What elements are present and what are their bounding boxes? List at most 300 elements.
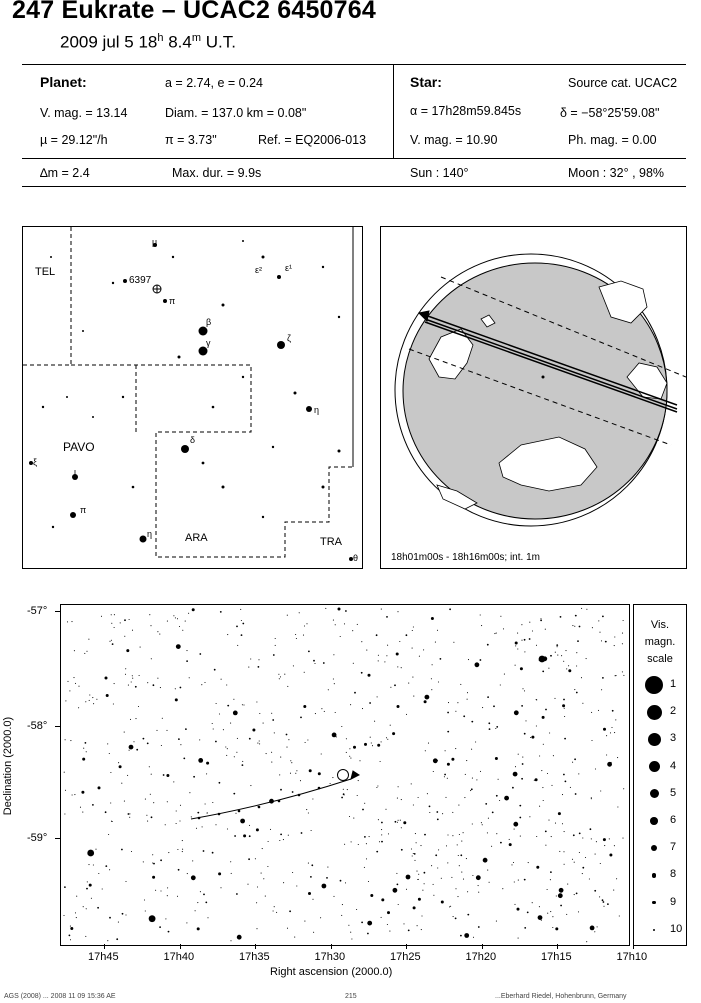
field-star [575, 615, 577, 617]
field-star [442, 813, 443, 814]
field-star [299, 612, 300, 613]
field-star [133, 741, 134, 742]
field-star [78, 707, 79, 708]
field-star [105, 811, 107, 813]
field-star [89, 700, 90, 701]
field-star [395, 821, 397, 823]
field-star [623, 788, 624, 789]
field-star [496, 726, 498, 728]
field-star [529, 622, 530, 623]
field-star [539, 806, 540, 807]
field-star [147, 821, 148, 822]
scale-value: 3 [670, 732, 677, 745]
field-star [487, 644, 489, 646]
field-star [129, 750, 130, 751]
field-star [350, 758, 351, 759]
field-star [177, 896, 178, 897]
mid-rule [22, 158, 686, 159]
field-star [542, 671, 544, 673]
field-star [287, 928, 288, 929]
field-star [447, 712, 449, 714]
field-star [623, 675, 624, 676]
page-title: 247 Eukrate – UCAC2 6450764 [12, 0, 376, 24]
field-star [261, 873, 262, 874]
field-star [295, 634, 296, 635]
field-star [340, 880, 342, 882]
field-star [167, 621, 168, 622]
field-star [622, 838, 623, 839]
field-star [531, 736, 534, 739]
field-star [306, 809, 307, 810]
field-star [397, 666, 398, 667]
planet-vmag: V. mag. = 13.14 [40, 106, 128, 120]
field-star [107, 743, 108, 744]
field-star [236, 626, 238, 628]
field-star [471, 749, 472, 750]
field-star [487, 832, 488, 833]
field-star [489, 728, 491, 730]
field-star [182, 849, 183, 850]
field-star [414, 860, 415, 861]
field-star [192, 860, 193, 861]
field-star [182, 840, 183, 841]
field-star [586, 609, 587, 610]
field-star [472, 778, 473, 779]
star-label: π [169, 296, 176, 306]
field-star [143, 738, 145, 740]
field-star [124, 636, 125, 637]
ra-tick-label: 17h15 [541, 951, 572, 963]
field-star [111, 640, 112, 641]
scale-dot [650, 789, 659, 798]
field-star [603, 728, 606, 731]
field-star [471, 721, 473, 723]
field-star [494, 633, 495, 634]
field-star [227, 748, 228, 749]
field-star [376, 634, 378, 636]
field-star [572, 859, 573, 860]
ra-tick-mark [255, 944, 256, 949]
field-star [308, 892, 311, 895]
field-star [562, 823, 563, 824]
field-star [576, 893, 578, 895]
star-label: δ [190, 435, 196, 445]
field-star [574, 894, 575, 895]
field-star [435, 854, 437, 856]
star-chart [60, 604, 630, 946]
field-star [559, 888, 564, 893]
field-star [480, 771, 481, 772]
field-star [92, 804, 94, 806]
field-star [149, 614, 150, 615]
field-star [412, 648, 413, 649]
finder-star [322, 266, 324, 268]
field-star [522, 763, 524, 765]
field-star [89, 884, 92, 887]
field-star [447, 862, 448, 863]
field-star [250, 785, 251, 786]
field-star [153, 802, 154, 803]
field-star [540, 620, 542, 622]
scale-dot [645, 676, 663, 694]
field-star [304, 672, 305, 673]
field-star [547, 889, 548, 890]
planet-motion: µ = 29.12"/h [40, 133, 108, 147]
field-star [180, 805, 181, 806]
field-star [132, 630, 133, 631]
field-star [545, 709, 547, 711]
finder-star [262, 516, 264, 518]
field-star [212, 723, 213, 724]
field-star [502, 888, 503, 889]
field-star [459, 865, 460, 866]
field-star [182, 630, 183, 631]
field-star [351, 938, 352, 939]
star-label: µ [152, 237, 158, 247]
field-star [226, 755, 227, 756]
dec-tick-label: -59° [27, 832, 48, 844]
planet-diameter: Diam. = 137.0 km = 0.08" [165, 106, 307, 120]
field-star [418, 797, 419, 798]
field-star [563, 774, 565, 776]
field-star [72, 794, 73, 795]
field-star [259, 740, 260, 741]
field-star [514, 904, 515, 905]
field-star [125, 914, 126, 915]
field-star [600, 790, 601, 791]
field-star [429, 812, 430, 813]
field-star [303, 705, 306, 708]
ra-tick-mark [406, 944, 407, 949]
target-star-marker [338, 770, 349, 781]
field-star [86, 751, 87, 752]
field-star [548, 820, 549, 821]
field-star [387, 911, 390, 914]
field-star [401, 827, 402, 828]
field-star [326, 877, 328, 879]
field-star [436, 811, 438, 813]
field-star [547, 913, 548, 914]
field-star [447, 763, 450, 766]
field-star [258, 659, 259, 660]
finder-star [242, 376, 244, 378]
field-star [313, 660, 315, 662]
field-star [419, 656, 420, 657]
field-star [310, 876, 312, 878]
finder-star [42, 406, 44, 408]
field-star [273, 654, 275, 656]
field-star [429, 806, 431, 808]
field-star [125, 881, 126, 882]
field-star [519, 805, 521, 807]
field-star [496, 833, 497, 834]
field-star [377, 696, 378, 697]
event-date-main: 2009 jul 5 18 [60, 32, 158, 52]
field-star [598, 710, 599, 711]
field-star [424, 700, 427, 703]
field-star [351, 841, 352, 842]
field-star [518, 880, 519, 881]
field-star [213, 728, 214, 729]
field-star [330, 783, 331, 784]
sun-elongation: Sun : 140° [410, 166, 469, 180]
field-star [539, 906, 540, 907]
field-star [193, 776, 195, 778]
divider-rule [393, 64, 394, 158]
field-star [149, 915, 156, 922]
field-star [579, 833, 581, 835]
field-star [535, 778, 538, 781]
field-star [480, 659, 482, 661]
field-star [191, 875, 196, 880]
field-star [513, 822, 518, 827]
field-star [449, 906, 450, 907]
field-star [80, 807, 81, 808]
field-star [611, 727, 612, 728]
event-date-min: 8.4 [163, 32, 192, 52]
field-star [113, 703, 114, 704]
field-star [522, 757, 523, 758]
field-star [197, 927, 200, 930]
field-star [129, 813, 130, 814]
field-star [498, 779, 499, 780]
field-star [582, 873, 583, 874]
field-star [327, 867, 328, 868]
field-star [70, 740, 71, 741]
field-star [313, 932, 314, 933]
field-star [403, 923, 404, 924]
field-star [361, 672, 363, 674]
field-star [151, 658, 152, 659]
field-star [290, 773, 291, 774]
field-star [296, 638, 297, 639]
field-star [599, 632, 600, 633]
field-star [603, 906, 604, 907]
field-star [352, 630, 353, 631]
scale-dot [647, 705, 662, 720]
finder-star [277, 275, 281, 279]
field-star [124, 801, 125, 802]
field-star [233, 711, 238, 716]
field-star [205, 902, 207, 904]
field-star [464, 797, 465, 798]
field-star [470, 790, 471, 791]
field-star [361, 641, 362, 642]
field-star [321, 753, 322, 754]
field-star [242, 761, 243, 762]
field-star [401, 799, 402, 800]
field-star [345, 882, 346, 883]
field-star [553, 755, 554, 756]
field-star [450, 906, 451, 907]
field-star [67, 621, 68, 622]
field-star [356, 909, 357, 910]
field-star [600, 863, 601, 864]
label-ngc: 6397 [129, 275, 152, 286]
field-star [323, 662, 325, 664]
finder-star [277, 341, 285, 349]
field-star [147, 743, 149, 745]
field-star [121, 783, 122, 784]
field-star [552, 927, 553, 928]
field-star [381, 829, 382, 830]
field-star [566, 668, 567, 669]
field-star [346, 752, 347, 753]
field-star [557, 655, 558, 656]
field-star [165, 824, 166, 825]
field-star [381, 609, 382, 610]
field-star [524, 733, 526, 735]
field-star [249, 738, 251, 740]
label-tel: TEL [35, 266, 56, 278]
field-star [301, 832, 303, 834]
field-star [561, 655, 562, 656]
scale-dot [651, 845, 657, 851]
field-star [353, 663, 354, 664]
field-star [318, 772, 321, 775]
field-star [206, 773, 207, 774]
field-star [111, 623, 112, 624]
ra-tick-mark [180, 944, 181, 949]
field-star [257, 743, 258, 744]
field-star [283, 882, 284, 883]
field-star [435, 642, 436, 643]
x-axis-label: Right ascension (2000.0) [270, 966, 393, 978]
field-star [463, 715, 465, 717]
field-star [503, 628, 504, 629]
field-star [226, 684, 227, 685]
field-star [121, 849, 123, 851]
field-star [579, 626, 581, 628]
field-star [131, 851, 132, 852]
field-star [493, 705, 495, 707]
field-star [478, 892, 479, 893]
field-star [464, 933, 469, 938]
field-star [233, 793, 235, 795]
field-star [135, 718, 136, 719]
field-star [433, 884, 434, 885]
field-star [118, 762, 119, 763]
finder-star [112, 282, 114, 284]
field-star [107, 940, 108, 941]
field-star [509, 843, 512, 846]
field-star [110, 772, 111, 773]
field-star [413, 626, 414, 627]
field-star [96, 699, 97, 700]
field-star [389, 931, 390, 932]
field-star [98, 873, 99, 874]
field-star [461, 841, 462, 842]
field-star [378, 660, 379, 661]
ra-tick-label: 17h25 [390, 951, 421, 963]
field-star [93, 864, 94, 865]
field-star [295, 773, 296, 774]
field-star [614, 636, 615, 637]
field-star [555, 652, 556, 653]
field-star [539, 656, 546, 663]
field-star [551, 836, 552, 837]
field-star [186, 660, 188, 662]
field-star [369, 702, 371, 704]
field-star [230, 723, 231, 724]
field-star [350, 704, 351, 705]
field-stars [63, 608, 624, 943]
field-star [250, 658, 251, 659]
field-star [418, 874, 419, 875]
star-label: η [314, 405, 320, 415]
field-star [547, 773, 548, 774]
field-star [495, 757, 498, 760]
field-star [186, 650, 187, 651]
field-star [268, 841, 269, 842]
field-star [570, 787, 571, 788]
field-star [424, 834, 426, 836]
field-star [518, 938, 519, 939]
field-star [431, 617, 434, 620]
field-star [577, 640, 579, 642]
field-star [562, 704, 565, 707]
field-star [562, 794, 563, 795]
field-star [278, 674, 279, 675]
field-star [367, 921, 372, 926]
field-star [166, 774, 169, 777]
field-star [500, 616, 501, 617]
field-star [248, 667, 249, 668]
field-star [543, 800, 544, 801]
field-star [236, 893, 238, 895]
field-star [358, 780, 359, 781]
field-star [433, 771, 434, 772]
field-star [433, 895, 434, 896]
bottom-rule [22, 186, 686, 187]
finder-star [70, 512, 76, 518]
scale-value: 2 [670, 705, 677, 718]
field-star [362, 708, 363, 709]
field-star [364, 836, 366, 838]
field-star [599, 896, 600, 897]
field-star [558, 812, 561, 815]
field-star [504, 674, 505, 675]
field-star [413, 906, 416, 909]
field-star [272, 719, 274, 721]
field-star [460, 935, 462, 937]
field-star [288, 739, 289, 740]
field-star [74, 650, 75, 651]
field-star [475, 662, 480, 667]
field-star [135, 686, 137, 688]
star-label: γ [206, 338, 211, 348]
field-star [489, 882, 490, 883]
field-star [266, 753, 267, 754]
field-star [445, 797, 446, 798]
field-star [542, 716, 545, 719]
field-star [234, 756, 235, 757]
field-star [168, 852, 169, 853]
field-star [116, 938, 118, 940]
y-axis-label: Declination (2000.0) [2, 716, 14, 816]
field-star [166, 730, 167, 731]
field-star [468, 659, 469, 660]
field-star [341, 797, 343, 799]
field-star [280, 789, 282, 791]
field-star [129, 619, 130, 620]
field-star [550, 879, 551, 880]
field-star [575, 793, 577, 795]
field-star [280, 757, 281, 758]
field-star [606, 754, 607, 755]
field-star [441, 878, 442, 879]
field-star [401, 667, 402, 668]
